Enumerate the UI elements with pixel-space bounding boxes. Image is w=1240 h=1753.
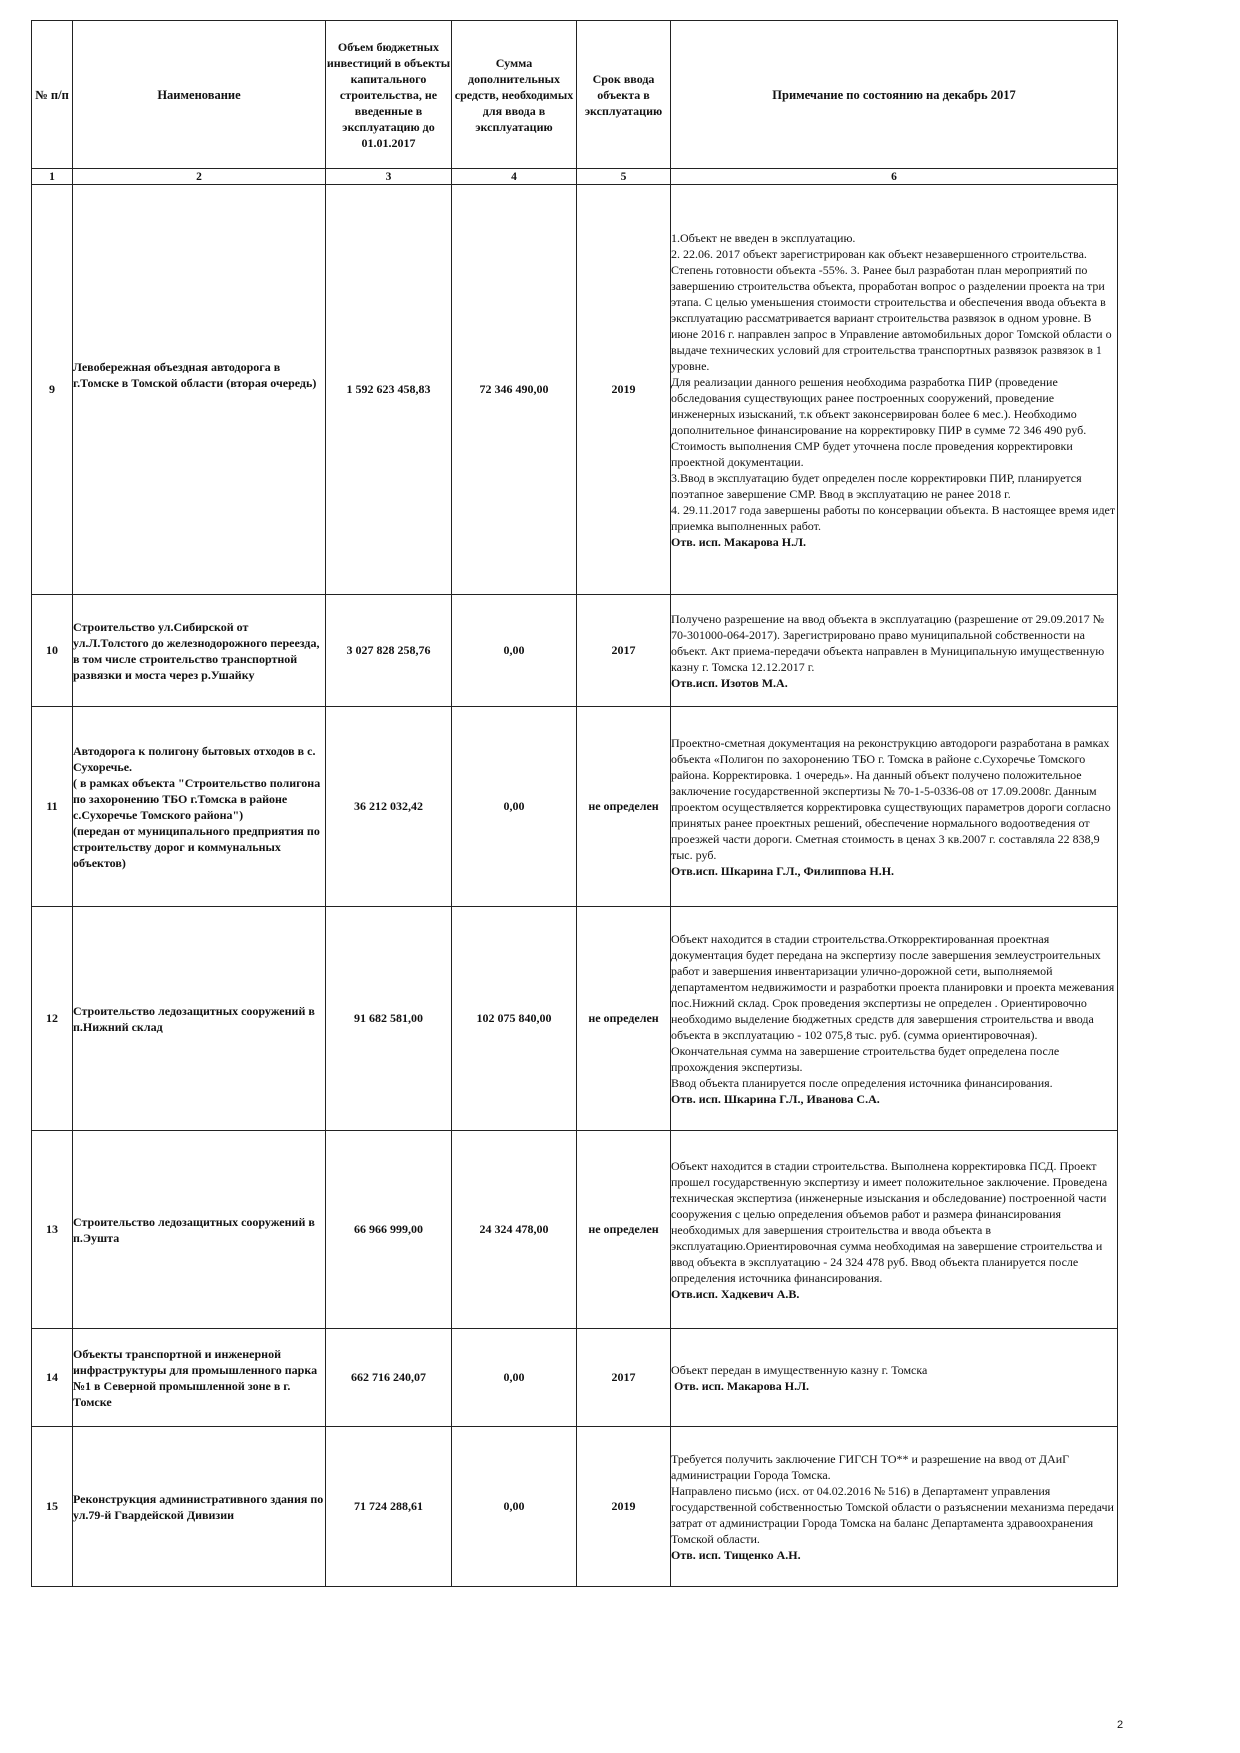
row-number: 10 <box>32 595 73 707</box>
extra-amount: 0,00 <box>452 707 577 907</box>
col-index: 5 <box>577 169 671 185</box>
deadline: не определен <box>577 1131 671 1329</box>
deadline: 2019 <box>577 1427 671 1587</box>
extra-amount: 0,00 <box>452 595 577 707</box>
row-number: 14 <box>32 1329 73 1427</box>
table-row <box>32 185 1118 595</box>
deadline: 2019 <box>577 185 671 595</box>
deadline: 2017 <box>577 1329 671 1427</box>
extra-amount: 102 075 840,00 <box>452 907 577 1131</box>
object-name-text: Левобережная объездная автодорога в г.Томске в Томской области (вторая очередь) <box>73 359 317 390</box>
object-name: Строительство ледозащитных сооружений в п.Нижний склад <box>73 907 326 1131</box>
extra-amount: 72 346 490,00 <box>452 185 577 595</box>
note-cell <box>671 185 1118 595</box>
note-text: Требуется получить заключение ГИГСН ТО** и разрешение на ввод от ДАиГ администрации Города Томска. Направлено письмо (исх. от 04.02.2016 № 516) в Департамент управления государственной собственностью Томской области о разъяснении механизма передачи затрат от администрации Города Томска на баланс Департамента здравоохранения Томской области. <box>671 1451 1114 1546</box>
note-text: Проектно-сметная документация на реконструкцию автодороги разработана в рамках объекта «Полигон по захоронению ТБО г. Томска в районе с.Сухоречье Томского района. Корректировка. 1 очередь». На данный объект получено положительное заключение государственной экспертизы № 70-1-5-0336-08 от 17.09.2008г. Данным проектом осуществляется корректировка существующих параметров дороги согласно принятых ранее проектных решений, обеспечение нормального водоотведения от проезжей части дороги. Сметная стоимость в ценах 3 кв.2007 г. составляла 22 838,9 тыс. руб. <box>671 735 1111 862</box>
col-index: 1 <box>32 169 73 185</box>
deadline: не определен <box>577 907 671 1131</box>
responsible-person: Отв.исп. Шкарина Г.Л., Филиппова Н.Н. <box>671 863 895 878</box>
page-number: 2 <box>1117 1719 1124 1731</box>
table-row <box>32 707 1118 907</box>
budget-amount: 71 724 288,61 <box>326 1427 452 1587</box>
header-deadline: Срок ввода объекта в эксплуатацию <box>577 21 671 169</box>
note-text: Объект передан в имущественную казну г. Томска <box>671 1362 928 1377</box>
responsible-person: Отв.исп. Хадкевич А.В. <box>671 1286 800 1301</box>
responsible-person: Отв.исп. Изотов М.А. <box>671 675 788 690</box>
table-row <box>32 595 1118 707</box>
note-cell <box>671 1427 1118 1587</box>
header-name: Наименование <box>73 21 326 169</box>
row-number: 12 <box>32 907 73 1131</box>
table-row <box>32 1427 1118 1587</box>
budget-amount: 66 966 999,00 <box>326 1131 452 1329</box>
col-index: 2 <box>73 169 326 185</box>
note-cell <box>671 1329 1118 1427</box>
budget-amount: 662 716 240,07 <box>326 1329 452 1427</box>
object-name: Строительство ул.Сибирской от ул.Л.Толстого до железнодорожного переезда, в том числе строительство транспортной развязки и моста через р.Ушайку <box>73 595 326 707</box>
deadline: не определен <box>577 707 671 907</box>
table-row <box>32 1131 1118 1329</box>
object-name: Реконструкция административного здания по ул.79-й Гвардейской Дивизии <box>73 1427 326 1587</box>
note-cell <box>671 1131 1118 1329</box>
object-name-text: Автодорога к полигону бытовых отходов в с. Сухоречье. ( в рамках объекта "Строительство полигона по захоронению ТБО г.Томска в районе с.Сухоречье Томского района") (передан от муниципального предприятия по строительству дорог и коммунальных объектов) <box>73 743 321 870</box>
table-row <box>32 1329 1118 1427</box>
investment-objects-table <box>31 20 1118 1587</box>
budget-amount: 1 592 623 458,83 <box>326 185 452 595</box>
note-cell <box>671 907 1118 1131</box>
header-row <box>32 21 1118 169</box>
responsible-person: Отв. исп. Макарова Н.Л. <box>671 1378 810 1393</box>
note-text: Получено разрешение на ввод объекта в эксплуатацию (разрешение от 29.09.2017 № 70-301000-064-2017). Зарегистрировано право муниципальной собственности на объект. Акт приема-передачи объекта направлен в Муниципальную имущественную казну г. Томска 12.12.2017 г. <box>671 611 1105 674</box>
note-text: 1.Объект не введен в эксплуатацию. 2. 22.06. 2017 объект зарегистрирован как объект незавершенного строительства. Степень готовности объекта -55%. 3. Ранее был разработан план мероприятий по завершению строительства объекта, проработан вопрос о разделении проекта на три этапа. С целью уменьшения стоимости строительства и обеспечения ввода объекта в эксплуатацию рассматривается вариант строительства развязок в одном уровне. В июне 2016 г. направлен запрос в Управление автомобильных дорог Томской области о выдаче технических условий для строительства транспортных развязок развязок в 1 уровне. Для реализации данного решения необходима разработка ПИР (проведение обследования существующих ранее построенных сооружений, проведение инженерных изысканий, т.к объект законсервирован более 6 мес.). Необходимо дополнительное финансирование на корректировку ПИР в сумме 72 346 490 руб. Стоимость выполнения СМР будет уточнена после проведения корректировки проектной документации. 3.Ввод в эксплуатацию будет определен после корректировки ПИР, планируется поэтапное завершение СМР. Ввод в эксплуатацию не ранее 2018 г. 4. 29.11.2017 года завершены работы по консервации объекта. В настоящее время идет приемка выполненных работ. <box>671 230 1116 533</box>
col-index: 3 <box>326 169 452 185</box>
deadline: 2017 <box>577 595 671 707</box>
extra-amount: 0,00 <box>452 1427 577 1587</box>
col-index: 6 <box>671 169 1118 185</box>
extra-amount: 0,00 <box>452 1329 577 1427</box>
note-text: Объект находится в стадии строительства. Выполнена корректировка ПСД. Проект прошел государственную экспертизу и имеет положительное заключение. Проведена техническая экспертиза (инженерные изыскания и обследование) построенной части сооружения с целью определения объемов работ и размера финансирования необходимых для завершения строительства и ввода объекта в эксплуатацию.Ориентировочная сумма необходимая на завершение строительства и ввод объекта в эксплуатацию - 24 324 478 руб. Ввод объекта планируется после определения источника финансирования. <box>671 1158 1108 1285</box>
row-number: 11 <box>32 707 73 907</box>
budget-amount: 91 682 581,00 <box>326 907 452 1131</box>
object-name <box>73 707 326 907</box>
header-num: № п/п <box>32 21 73 169</box>
row-number: 15 <box>32 1427 73 1587</box>
object-name: Объекты транспортной и инженерной инфраструктуры для промышленного парка №1 в Северной промышленной зоне в г. Томске <box>73 1329 326 1427</box>
budget-amount: 36 212 032,42 <box>326 707 452 907</box>
responsible-person: Отв. исп. Макарова Н.Л. <box>671 534 807 549</box>
extra-amount: 24 324 478,00 <box>452 1131 577 1329</box>
budget-amount: 3 027 828 258,76 <box>326 595 452 707</box>
note-text: Объект находится в стадии строительства.Откорректированная проектная документация будет передана на экспертизу после завершения землеустроительных работ и завершения инвентаризации улично-дорожной сети, выполняемой департаментом недвижимости и разработки проекта планировки и проекта межевания пос.Нижний склад. Срок проведения экспертизы не определен . Ориентировочно необходимо выделение бюджетных средств для завершения строительства и ввода объекта в эксплуатацию - 102 075,8 тыс. руб. (сумма ориентировочная). Окончательная сумма на завершение строительства будет определена после прохождения экспертизы. Ввод объекта планируется после определения источника финансирования. <box>671 931 1115 1090</box>
column-index-row <box>32 169 1118 185</box>
table-row <box>32 907 1118 1131</box>
col-index: 4 <box>452 169 577 185</box>
object-name <box>73 185 326 595</box>
header-budget: Объем бюджетных инвестиций в объекты капитального строительства, не введенные в эксплуатацию до 01.01.2017 <box>326 21 452 169</box>
row-number: 13 <box>32 1131 73 1329</box>
header-extra-funds: Сумма дополнительных средств, необходимых для ввода в эксплуатацию <box>452 21 577 169</box>
responsible-person: Отв. исп. Тищенко А.Н. <box>671 1547 801 1562</box>
responsible-person: Отв. исп. Шкарина Г.Л., Иванова С.А. <box>671 1091 880 1106</box>
note-cell <box>671 595 1118 707</box>
object-name: Строительство ледозащитных сооружений в п.Эушта <box>73 1131 326 1329</box>
note-cell <box>671 707 1118 907</box>
header-note: Примечание по состоянию на декабрь 2017 <box>671 21 1118 169</box>
row-number: 9 <box>32 185 73 595</box>
